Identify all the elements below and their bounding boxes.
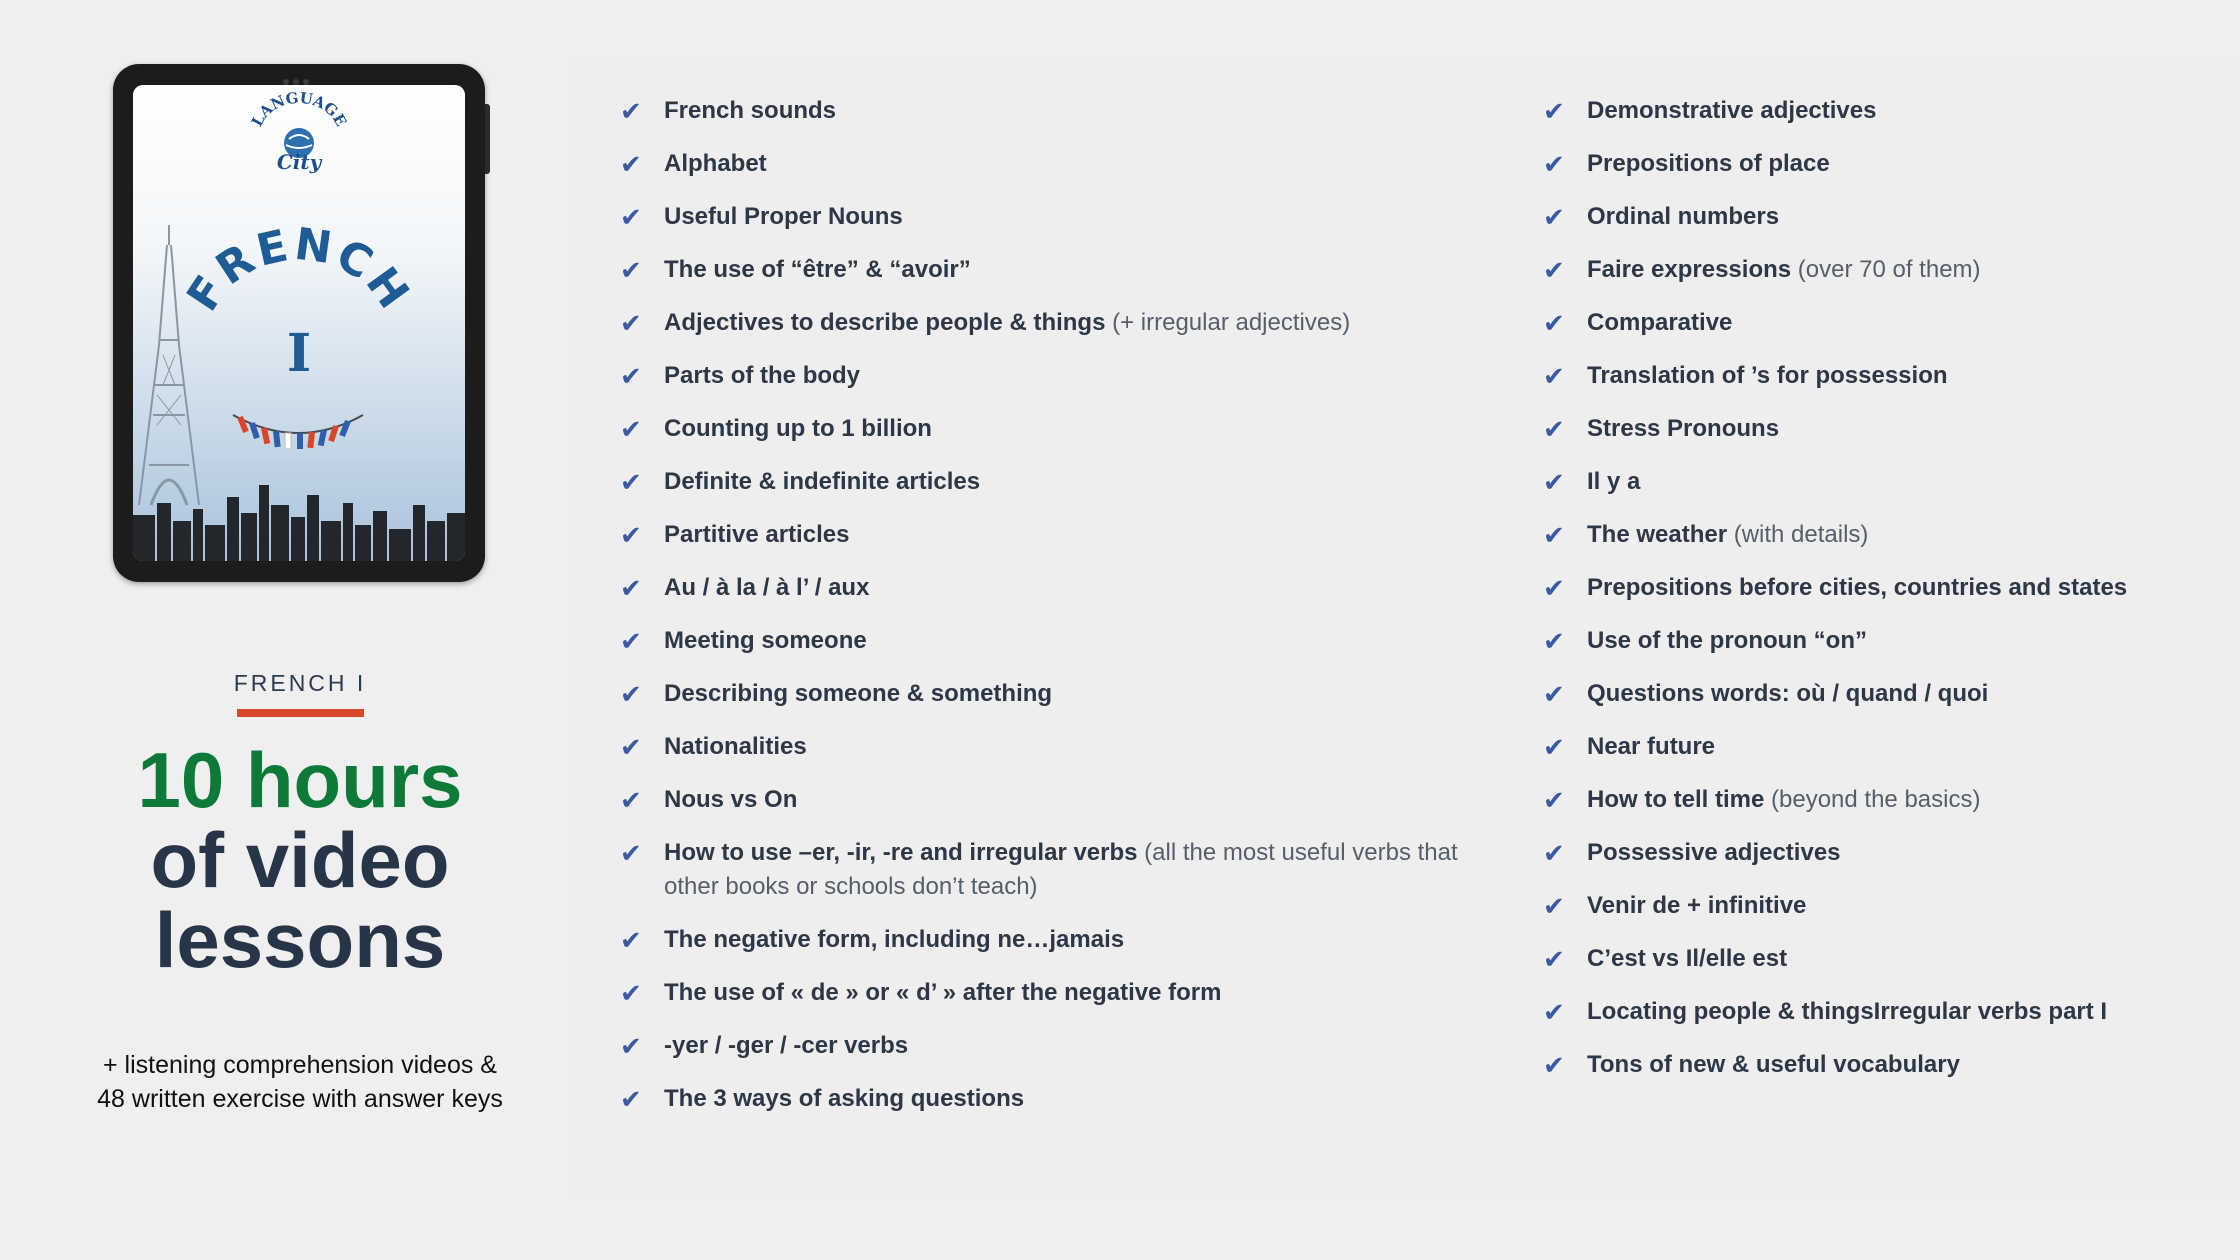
check-icon: ✔ xyxy=(620,255,642,285)
topic-item xyxy=(620,730,1500,764)
topic-title: Il y a xyxy=(1587,468,1641,495)
svg-text:FRENCH xyxy=(177,219,420,321)
topic-item xyxy=(620,677,1500,711)
topic-title: The negative form, including ne…jamais xyxy=(664,926,1125,953)
topic-item xyxy=(620,306,1500,340)
headline-video: of video xyxy=(150,816,450,904)
check-icon: ✔ xyxy=(620,414,642,444)
check-icon: ✔ xyxy=(620,149,642,179)
topic-item xyxy=(1543,942,2223,976)
topic-title: Adjectives to describe people & things xyxy=(664,309,1106,336)
logo-text-top: LANGUAGE xyxy=(247,88,351,130)
topics-card xyxy=(570,62,2240,1194)
check-icon: ✔ xyxy=(1543,1050,1565,1080)
topic-title: Describing someone & something xyxy=(664,680,1053,707)
eiffel-tower-icon xyxy=(139,225,199,505)
topic-title: Nationalities xyxy=(664,733,807,760)
headline-lessons: lessons xyxy=(154,896,446,984)
extras-note xyxy=(0,1048,600,1116)
check-icon: ✔ xyxy=(620,838,642,868)
topic-title: The weather xyxy=(1587,521,1728,548)
topic-item xyxy=(1543,1048,2223,1082)
tablet-camera xyxy=(283,72,317,78)
topic-title: Prepositions of place xyxy=(1587,150,1830,177)
topic-item xyxy=(1543,306,2223,340)
check-icon: ✔ xyxy=(620,96,642,126)
label-underline xyxy=(237,709,364,717)
tablet-side-button xyxy=(485,104,490,174)
topic-item xyxy=(620,147,1500,181)
topic-title: Meeting someone xyxy=(664,627,867,654)
topic-item xyxy=(620,624,1500,658)
check-icon: ✔ xyxy=(620,520,642,550)
check-icon: ✔ xyxy=(1543,573,1565,603)
extras-line-2: 48 written exercise with answer keys xyxy=(97,1085,503,1113)
topic-title: Definite & indefinite articles xyxy=(664,468,981,495)
check-icon: ✔ xyxy=(1543,255,1565,285)
topic-item xyxy=(1543,571,2223,605)
headline xyxy=(0,736,600,984)
topic-title: -yer / -ger / -cer verbs xyxy=(664,1032,909,1059)
topic-title: Alphabet xyxy=(664,150,767,177)
topic-item xyxy=(1543,147,2223,181)
check-icon: ✔ xyxy=(1543,626,1565,656)
topic-item xyxy=(1543,465,2223,499)
check-icon: ✔ xyxy=(620,925,642,955)
topic-item xyxy=(620,518,1500,552)
topic-title: C’est vs Il/elle est xyxy=(1587,945,1788,972)
topic-item xyxy=(620,253,1500,287)
check-icon: ✔ xyxy=(1543,308,1565,338)
topic-item xyxy=(1543,94,2223,128)
topic-title: Parts of the body xyxy=(664,362,861,389)
flag-bunting-icon xyxy=(233,415,363,449)
topic-title: Demonstrative adjectives xyxy=(1587,97,1877,124)
topics-list-left xyxy=(620,94,1500,1135)
topic-title: Ordinal numbers xyxy=(1587,203,1780,230)
topic-title: The 3 ways of asking questions xyxy=(664,1085,1025,1112)
topic-title: How to tell time xyxy=(1587,786,1765,813)
topic-item xyxy=(1543,783,2223,817)
topic-item xyxy=(620,94,1500,128)
check-icon: ✔ xyxy=(620,978,642,1008)
topic-item xyxy=(620,571,1500,605)
check-icon: ✔ xyxy=(620,308,642,338)
topic-note: (+ irregular adjectives) xyxy=(1112,309,1351,336)
check-icon: ✔ xyxy=(620,202,642,232)
check-icon: ✔ xyxy=(620,1084,642,1114)
topic-note: (over 70 of them) xyxy=(1797,256,1981,283)
topic-title: French sounds xyxy=(664,97,837,124)
topic-title: Translation of ’s for possession xyxy=(1587,362,1948,389)
check-icon: ✔ xyxy=(620,679,642,709)
topic-item xyxy=(620,359,1500,393)
check-icon: ✔ xyxy=(620,1031,642,1061)
topic-note: (all the most useful verbs that other books or schools don’t teach) xyxy=(664,839,1458,900)
topic-title: Possessive adjectives xyxy=(1587,839,1841,866)
topic-item xyxy=(1543,730,2223,764)
check-icon: ✔ xyxy=(620,785,642,815)
topic-title: Partitive articles xyxy=(664,521,850,548)
course-summary-panel xyxy=(0,0,570,1260)
check-icon: ✔ xyxy=(1543,467,1565,497)
topic-item xyxy=(620,923,1500,957)
topic-item xyxy=(620,1082,1500,1116)
check-icon: ✔ xyxy=(1543,361,1565,391)
check-icon: ✔ xyxy=(1543,96,1565,126)
topic-title: Tons of new & useful vocabulary xyxy=(1587,1051,1960,1078)
topic-item xyxy=(1543,359,2223,393)
topic-item xyxy=(620,836,1500,904)
topic-item xyxy=(1543,624,2223,658)
check-icon: ✔ xyxy=(1543,202,1565,232)
topic-title: Faire expressions xyxy=(1587,256,1792,283)
check-icon: ✔ xyxy=(1543,149,1565,179)
topic-title: Questions words: où / quand / quoi xyxy=(1587,680,1989,707)
topic-title: Au / à la / à l’ / aux xyxy=(664,574,870,601)
topic-item xyxy=(1543,253,2223,287)
topic-item xyxy=(620,412,1500,446)
cover-level: I xyxy=(286,323,312,384)
headline-hours: 10 hours xyxy=(137,736,463,824)
extras-line-1: + listening comprehension videos & xyxy=(103,1051,497,1079)
check-icon: ✔ xyxy=(1543,679,1565,709)
check-icon: ✔ xyxy=(620,361,642,391)
check-icon: ✔ xyxy=(620,573,642,603)
topic-title: Counting up to 1 billion xyxy=(664,415,932,442)
topic-note: (beyond the basics) xyxy=(1771,786,1981,813)
topic-item xyxy=(1543,677,2223,711)
check-icon: ✔ xyxy=(1543,891,1565,921)
topic-title: Near future xyxy=(1587,733,1716,760)
topic-title: Venir de + infinitive xyxy=(1587,892,1807,919)
topic-title: Locating people & thingsIrregular verbs part I xyxy=(1587,998,2108,1025)
topic-title: Prepositions before cities, countries and states xyxy=(1587,574,2128,601)
topic-title: Stress Pronouns xyxy=(1587,415,1780,442)
check-icon: ✔ xyxy=(1543,732,1565,762)
book-cover xyxy=(133,85,465,561)
topic-item xyxy=(1543,889,2223,923)
course-label: FRENCH I xyxy=(233,670,367,696)
topic-item xyxy=(1543,518,2223,552)
topic-item xyxy=(1543,200,2223,234)
topic-title: Use of the pronoun “on” xyxy=(1587,627,1867,654)
check-icon: ✔ xyxy=(1543,838,1565,868)
check-icon: ✔ xyxy=(1543,785,1565,815)
topic-item xyxy=(1543,836,2223,870)
check-icon: ✔ xyxy=(620,467,642,497)
svg-text:LANGUAGE xyxy=(248,89,350,130)
topic-title: Comparative xyxy=(1587,309,1733,336)
check-icon: ✔ xyxy=(620,626,642,656)
check-icon: ✔ xyxy=(1543,997,1565,1027)
logo-text-bottom: City xyxy=(276,150,322,174)
topic-title: The use of « de » or « d’ » after the negative form xyxy=(664,979,1222,1006)
topic-title: How to use –er, -ir, -re and irregular verbs xyxy=(664,839,1138,866)
topic-item xyxy=(620,976,1500,1010)
topic-item xyxy=(620,1029,1500,1063)
language-city-logo xyxy=(248,89,350,174)
topic-note: (with details) xyxy=(1733,521,1869,548)
topic-title: Useful Proper Nouns xyxy=(664,203,903,230)
topic-item xyxy=(1543,995,2223,1029)
check-icon: ✔ xyxy=(1543,520,1565,550)
topics-list-right xyxy=(1543,94,2223,1101)
topic-item xyxy=(620,465,1500,499)
check-icon: ✔ xyxy=(620,732,642,762)
check-icon: ✔ xyxy=(1543,414,1565,444)
topic-item xyxy=(620,200,1500,234)
tablet-mockup xyxy=(113,64,485,582)
check-icon: ✔ xyxy=(1543,944,1565,974)
topic-title: Nous vs On xyxy=(664,786,798,813)
topic-item xyxy=(620,783,1500,817)
topic-title: The use of “être” & “avoir” xyxy=(664,256,971,283)
cover-title: FRENCH xyxy=(177,218,421,321)
topic-item xyxy=(1543,412,2223,446)
